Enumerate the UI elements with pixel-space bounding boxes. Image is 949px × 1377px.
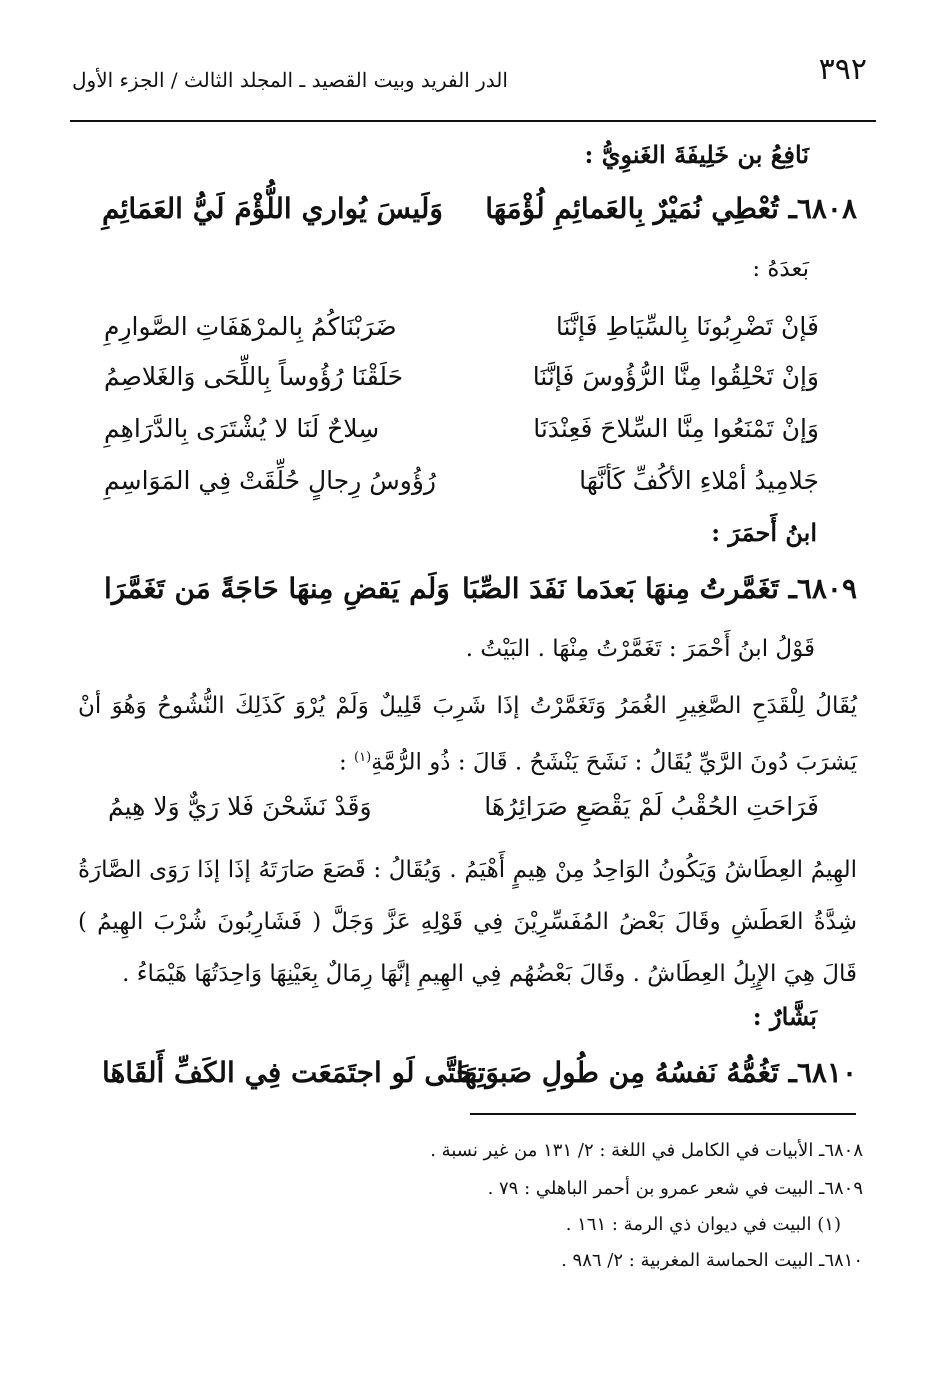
dhu-rumma-verse-first: فَرَاحَتِ الحُقْبُ لَمْ يَقْصَعِ صَرَائِرُهَا — [484, 792, 819, 821]
paragraph-1-text: يُقَالُ لِلْقَدَحِ الصَّغِيرِ الغُمَرُ وَتَغَمَّرْتُ إذَا شَرِبَ قَلِيلٌ وَلَمْ يُرْوَ كَذَلِكَ النُّشُوحُ وَهُوَ أنْ يَشرَبَ دُونَ الرَّيِّ يُقَالُ : نَشَحَ يَنْشَحُ . قَالَ : ذُو الرُّمَّةِ — [78, 693, 857, 776]
commentary-paragraph-2: الهِيمُ العِطَاشُ وَيَكُونُ الوَاحِدُ مِنْ هِيمٍ أَهْيَمُ . وَيُقَالُ : قَصَعَ صَارَتَهُ إذَا إذَا رَوَى الصَّارَةُ شِدَّةُ العَطَشِ وقَالَ بَعْضُ المُفَسِّرِيْنَ فِي قَوْلِهِ عَزَّ وَجَلَّ ( فَشَارِبُونَ شُرْبَ الهِيمُ ) قَالَ هِيَ الإِبِلُ العِطَاشُ . وقَالَ بَعْضُهُم فِي الهِيمِ إنَّهَا رِمَالٌ بِعَيْنِهَا وَاحِدَتُهَا هَيْمَاءُ . — [78, 857, 857, 987]
verse-6808-first-hemistich: ٦٨٠٨ـ تُعْطِي نُمَيْرٌ بِالعَمائِمِ لُؤْمَهَا — [485, 192, 857, 225]
footnote-1: (١) البيت في ديوان ذي الرمة : ١٦١ . — [565, 1214, 841, 1235]
couplet-3-second: سِلاحٌ لَنَا لا يُشْتَرَى بِالدَّرَاهِمِ — [104, 414, 380, 443]
verse-6808-second-hemistich: وَلَيسَ يُواري اللُّؤْمَ لَيُّ العَمَائِمِ — [102, 192, 443, 225]
footnote-rule — [470, 1113, 856, 1115]
couplet-2-first: وَإنْ تَحْلِقُوا مِنَّا الرُّؤُوسَ فَإنَّنَا — [532, 362, 819, 391]
couplet-1-first: فَإنْ تَضْرِبُونَا بِالسِّيَاطِ فَإنَّنَا — [555, 312, 819, 341]
verse-6810-first-hemistich: ٦٨١٠ـ تَغُمُّهُ نَفسُهُ مِن طُولِ صَبوَتِهَا — [456, 1056, 857, 1089]
speaker-ibn-ahmar: ابنُ أَحمَرَ : — [711, 518, 817, 547]
footnote-6809: ٦٨٠٩ـ البيت في شعر عمرو بن أحمر الباهلي : ٧٩ . — [487, 1178, 863, 1199]
quote-line: قَوْلُ ابنُ أَحْمَرَ : تَغَمَّرْتُ مِنْهَا . البَيْتُ . — [465, 636, 815, 662]
verse-6810-second-hemistich: حَتَّى لَو اجتَمَعَت فِي الكَفِّ أَلقَاهَا — [102, 1056, 474, 1089]
verse-6809-first-hemistich: ٦٨٠٩ـ تَغَمَّرتُ مِنهَا بَعدَما نَفَدَ الصِّبَا — [461, 572, 857, 605]
page-number: ٣٩٢ — [818, 52, 867, 87]
commentary-paragraph-1 — [78, 680, 857, 789]
header-rule — [70, 120, 876, 122]
couplet-1-second: ضَرَبْنَاكُمُ بِالمرْهَفَاتِ الصَّوارِمِ — [104, 312, 397, 341]
couplet-2-second: حَلَقْنَا رُؤُوساً بِاللِّحَى وَالغَلاصِمُ — [104, 362, 404, 391]
couplet-3-first: وَإنْ تَمْنَعُوا مِنَّا السِّلاحَ فَعِنْدَنَا — [533, 414, 819, 443]
running-title: الدر الفريد وبيت القصيد ـ المجلد الثالث / الجزء الأول — [72, 68, 508, 92]
footnote-6810: ٦٨١٠ـ البيت الحماسة المغربية : ٢/ ٩٨٦ . — [561, 1250, 863, 1271]
footnote-marker: (١) — [354, 750, 372, 765]
speaker-nafi: نَافِعُ بن خَلِيفَةَ الغَنوِيُّ : — [584, 140, 809, 169]
dhu-rumma-verse-second: وَقَدْ نَشَحْنَ فَلا رَيٌّ وَلا هِيمُ — [108, 792, 372, 821]
speaker-bashshar: بَشَّارٌ : — [752, 1002, 817, 1031]
after-label: بَعدَهُ : — [752, 256, 809, 282]
verse-6809-second-hemistich: وَلَم يَقضِ مِنهَا حَاجَةً مَن تَغَمَّرَا — [104, 572, 450, 605]
paragraph-1-tail: : — [338, 749, 354, 776]
couplet-4-first: جَلامِيدُ أمْلاءِ الأكُفِّ كَأنَّهَا — [579, 466, 819, 495]
footnote-6808: ٦٨٠٨ـ الأبيات في الكامل في اللغة : ٢/ ١٣١ من غير نسبة . — [430, 1140, 863, 1161]
couplet-4-second: رُؤُوسُ رِجالٍ حُلِّقَتْ فِي المَوَاسِمِ — [104, 466, 437, 495]
